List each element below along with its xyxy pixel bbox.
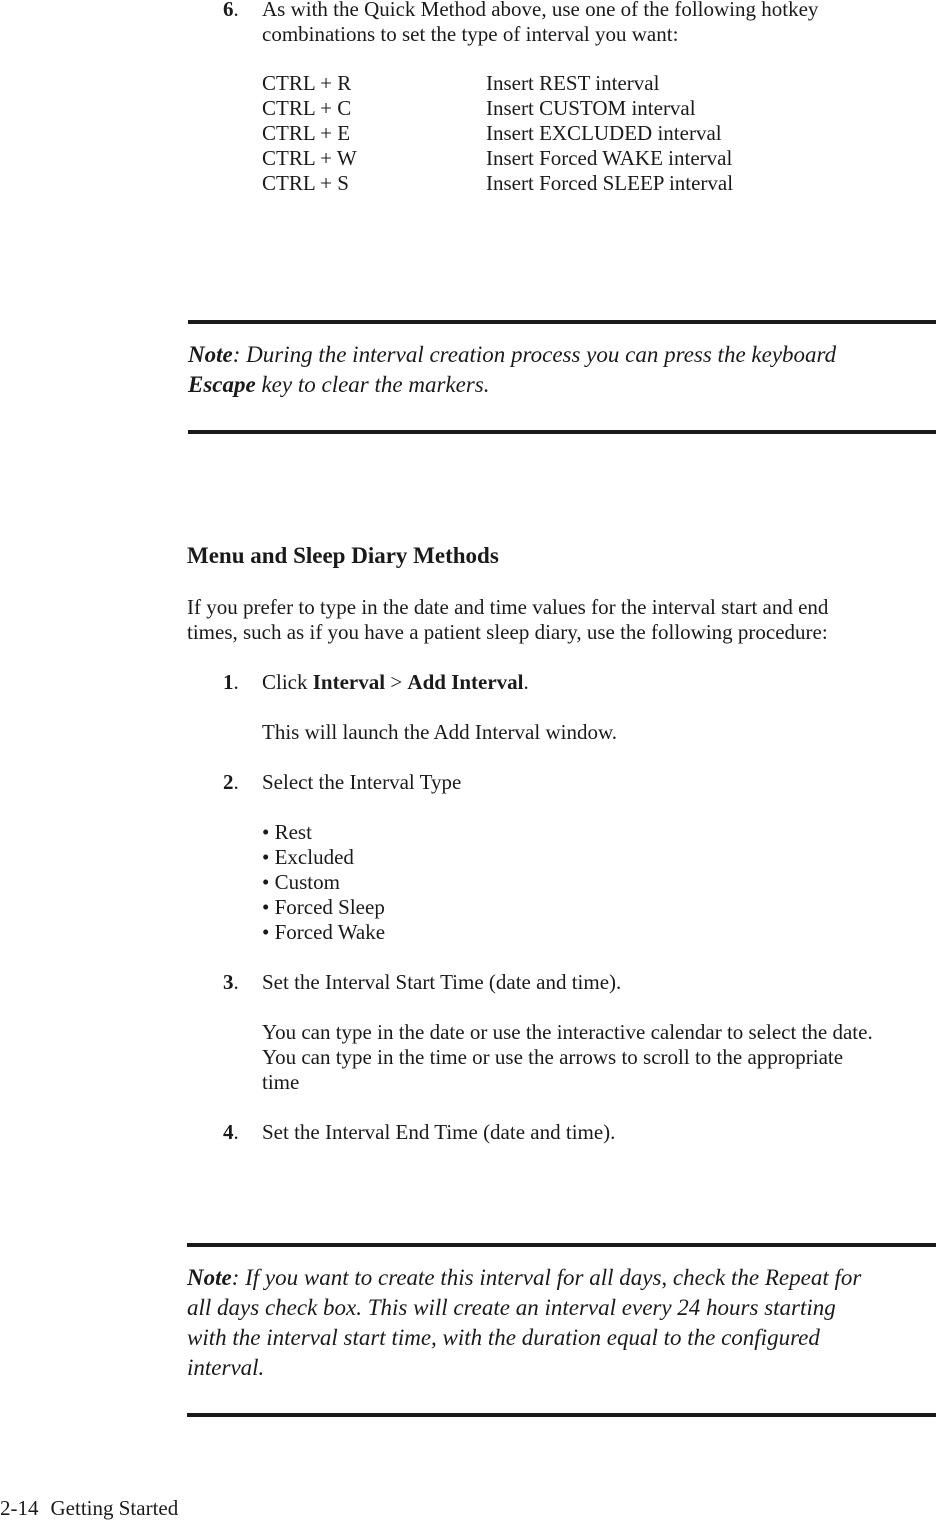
step-1-number: 1.	[223, 670, 239, 694]
note-2-line2: all days check box. This will create an interval every 24 hours starting	[187, 1295, 836, 1320]
note-1-key: Escape	[188, 372, 256, 397]
hotkey-key: CTRL + R	[262, 71, 352, 95]
step-2-text: Select the Interval Type	[262, 770, 462, 794]
interval-type-option: • Forced Wake	[262, 920, 386, 944]
note-2-label: Note	[187, 1265, 232, 1290]
hotkey-key: CTRL + S	[262, 171, 349, 195]
interval-type-option: • Custom	[262, 870, 340, 894]
interval-type-option: • Forced Sleep	[262, 895, 385, 919]
footer-page-number: 2-14	[0, 1496, 39, 1520]
hotkey-key: CTRL + E	[262, 121, 351, 145]
hotkey-action: Insert Forced SLEEP interval	[486, 171, 734, 195]
footer-title: Getting Started	[50, 1496, 179, 1520]
note-1-bottom-rule	[188, 430, 936, 434]
step-3-text: Set the Interval Start Time (date and time).	[262, 970, 622, 994]
step-4-text: Set the Interval End Time (date and time).	[262, 1120, 616, 1144]
hotkey-action: Insert CUSTOM interval	[486, 96, 696, 120]
note-2-line3: with the interval start time, with the duration equal to the configured	[187, 1325, 820, 1350]
footer	[0, 1496, 178, 1521]
note-2-top-rule	[187, 1243, 936, 1247]
note-1-text-b: key to clear the markers.	[255, 372, 490, 397]
hotkey-action: Insert Forced WAKE interval	[486, 146, 733, 170]
step-3-sub-line1: You can type in the date or use the interactive calendar to select the date.	[262, 1020, 873, 1044]
menu-interval: Interval	[312, 670, 386, 694]
step-4-number: 4.	[223, 1120, 239, 1144]
step-1-sub: This will launch the Add Interval window.	[262, 720, 617, 744]
step-6-text-line2: combinations to set the type of interval you want:	[262, 22, 679, 46]
step-3-sub-line3: time	[262, 1070, 300, 1094]
step-6-text-line1: As with the Quick Method above, use one of the following hotkey	[262, 0, 819, 21]
section-intro-line2: times, such as if you have a patient sleep diary, use the following procedure:	[187, 620, 828, 644]
hotkey-action: Insert REST interval	[486, 71, 660, 95]
step-2-number: 2.	[223, 770, 239, 794]
hotkey-key: CTRL + C	[262, 96, 352, 120]
step-6-number: 6.	[223, 0, 239, 21]
interval-type-option: • Excluded	[262, 845, 354, 869]
note-1	[188, 340, 933, 400]
section-heading: Menu and Sleep Diary Methods	[187, 543, 499, 568]
section-intro-line1: If you prefer to type in the date and time values for the interval start and end	[187, 595, 829, 619]
hotkey-key: CTRL + W	[262, 146, 357, 170]
note-1-label: Note	[188, 342, 233, 367]
hotkey-action: Insert EXCLUDED interval	[486, 121, 722, 145]
note-1-top-rule	[188, 320, 936, 324]
step-3-number: 3.	[223, 970, 239, 994]
note-2-bottom-rule	[187, 1413, 936, 1417]
step-3-sub-line2: You can type in the time or use the arrows to scroll to the appropriate	[262, 1045, 844, 1069]
note-2	[187, 1263, 932, 1383]
note-2-line1: : If you want to create this interval for all days, check the Repeat for	[231, 1265, 862, 1290]
note-2-line4: interval.	[187, 1355, 265, 1380]
step-1-text: Click Interval > Add Interval.	[262, 670, 529, 694]
note-1-text-a: : During the interval creation process you can press the keyboard	[232, 342, 837, 367]
interval-type-option: • Rest	[262, 820, 312, 844]
menu-add-interval: Add Interval	[407, 670, 524, 694]
